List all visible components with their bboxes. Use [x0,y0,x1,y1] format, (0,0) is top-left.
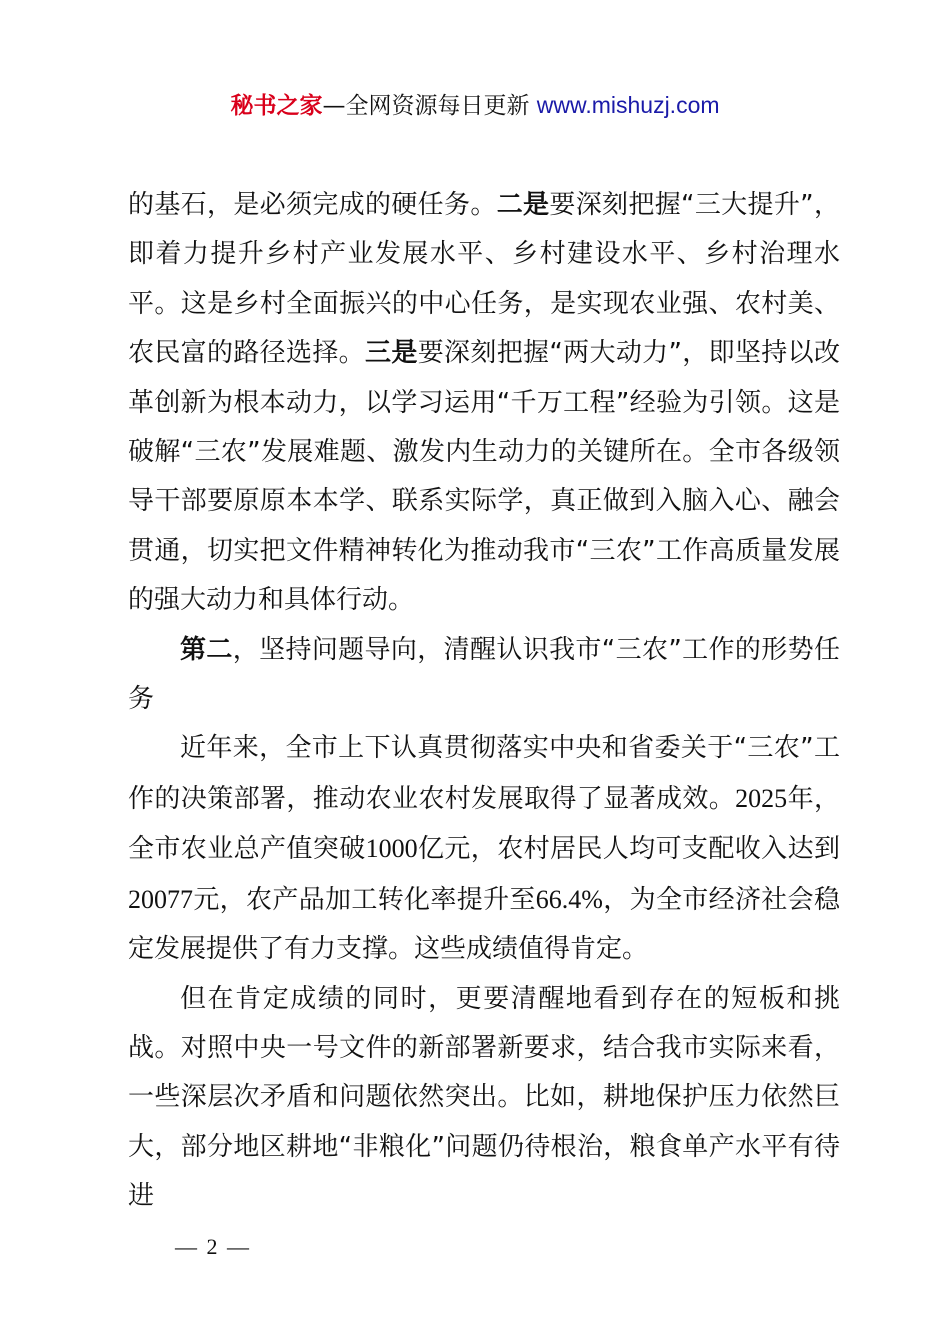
section-title: ，坚持问题导向，清醒认识我市“三农”工作的形势任务 [128,634,840,715]
section-number: 第二 [180,634,233,665]
document-body [128,181,840,1222]
section-heading [128,626,840,725]
number-run: 1000 [365,834,418,864]
paragraph-4 [128,975,840,1222]
number-run: 2025 [735,783,788,813]
paragraph-1 [128,181,840,626]
text-run: 要深刻把握“两大动力”，即坚持以改革创新为根本动力，以学习运用“千万工程”经验为引领。这是破解“三农”发展难题、激发内生动力的关键所在。全市各级领导干部要原原本本学、联系实际学，真正做到入脑入心、融会贯通，切实把文件精神转化为推动我市“三农”工作高质量发展的强大动力和具体行动。 [128,338,840,616]
site-tagline: —全网资源每日更新 [322,93,537,119]
site-header [0,88,950,123]
paragraph-3 [128,724,840,974]
site-url[interactable]: www.mishuzj.com [536,92,720,118]
page-number: — 2 — [175,1234,251,1259]
text-run: 元，农产品加工转化率提升至 [193,884,536,915]
text-run: ，为全市经济社会稳定发展提供了有力支撑。这些成绩值得肯定。 [128,884,840,965]
number-run: 66.4% [535,884,603,914]
text-run: 但在肯定成绩的同时，更要清醒地看到存在的短板和挑战。对照中央一号文件的新部署新要求，结合我市实际来看，一些深层次矛盾和问题依然突出。比如，耕地保护压力依然巨大，部分地区耕地“非粮化”问题仍待根治，粮食单产水平有待进 [128,983,840,1212]
text-run: 年，全市农业总产值突破 [128,783,840,865]
text-run: 的基石，是必须完成的硬任务。 [128,190,497,220]
number-run: 20077 [128,884,193,914]
text-run: 亿元，农村居民人均可支配收入达到 [417,834,840,865]
site-brand: 秘书之家 [230,93,323,119]
text-run: 要深刻把握“三大提升”，即着力提升乡村产业发展水平、乡村建设水平、乡村治理水平。这是乡村全面振兴的中心任务，是实现农业强、农村美、农民富的路径选择。 [128,190,840,369]
text-run: 近年来，全市上下认真贯彻落实中央和省委关于“三农”工作的决策部署，推动农业农村发展取得了显著成效。 [128,733,840,814]
bold-run: 三是 [365,338,418,369]
bold-run: 二是 [496,190,550,220]
